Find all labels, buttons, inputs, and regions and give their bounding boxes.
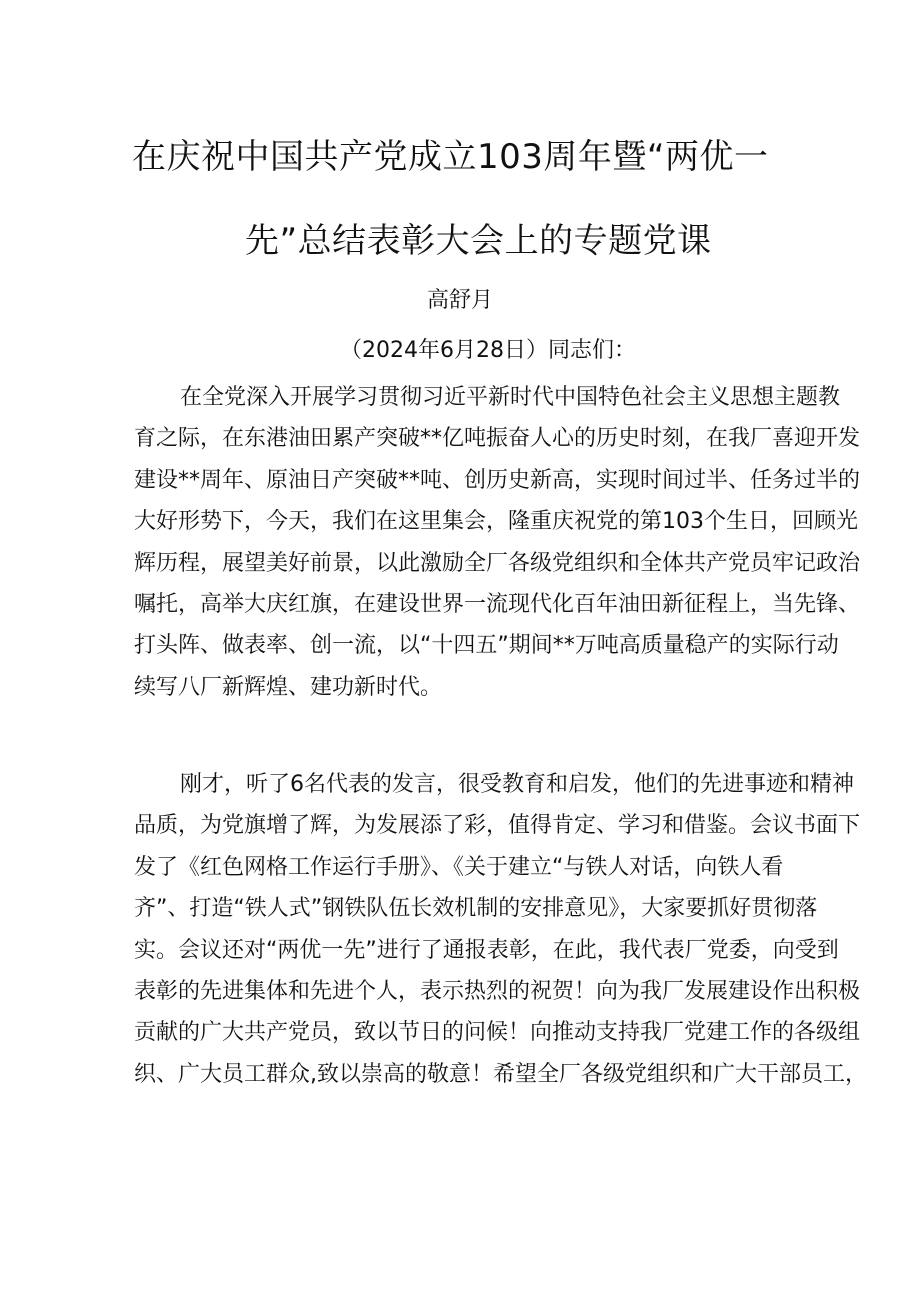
title-line-1: 在庆祝中国共产党成立103周年暨“两优一 [132, 137, 769, 177]
paragraph-line: 嘱托，高举大庆红旗，在建设世界一流现代化百年油田新征程上，当先锋、 [134, 591, 861, 617]
paragraph-line: 续写八厂新辉煌、建功新时代。 [134, 674, 443, 700]
paragraph-line: 辉历程，展望美好前景，以此激励全厂各级党组织和全体共产党员牢记政治 [134, 550, 861, 576]
paragraph-line: 育之际，在东港油田累产突破**亿吨振奋人心的历史时刻，在我厂喜迎开发 [134, 426, 861, 452]
paragraph-line: 在全党深入开展学习贯彻习近平新时代中国特色社会主义思想主题教 [180, 385, 841, 410]
paragraph-line: 发了《红色网格工作运行手册》、《关于建立“与铁人对话，向铁人看 [134, 854, 784, 880]
paragraph-line: 建设**周年、原油日产突破**吨、创历史新高，实现时间过半、任务过半的 [134, 467, 861, 493]
paragraph-1 [134, 377, 861, 708]
title-line-2: 先”总结表彰大会上的专题党课 [245, 221, 712, 261]
paragraph-2 [134, 764, 867, 1095]
paragraph-line: 实。会议还对“两优一先”进行了通报表彰，在此，我代表厂党委，向受到 [134, 937, 839, 963]
paragraph-line: 品质，为党旗增了辉，为发展添了彩，值得肯定、学习和借鉴。会议书面下 [134, 813, 861, 839]
paragraph-line: 刚才，听了6名代表的发言，很受教育和启发，他们的先进事迹和精神 [180, 772, 854, 797]
date-salutation: （2024年6月28日）同志们： [340, 338, 636, 363]
paragraph-line: 织、广大员工群众,致以崇高的敬意！希望全厂各级党组织和广大干部员工， [134, 1061, 867, 1087]
paragraph-line: 贡献的广大共产党员，致以节日的问候！向推动支持我厂党建工作的各级组 [134, 1020, 861, 1046]
paragraph-line: 打头阵、做表率、创一流，以“十四五”期间**万吨高质量稳产的实际行动 [134, 633, 839, 659]
author-name: 高舒月 [426, 288, 493, 313]
paragraph-line: 大好形势下，今天，我们在这里集会，隆重庆祝党的第103个生日，回顾光 [134, 509, 858, 535]
paragraph-line: 齐”、打造“铁人式”钢铁队伍长效机制的安排意见》，大家要抓好贯彻落 [134, 896, 818, 922]
paragraph-line: 表彰的先进集体和先进个人，表示热烈的祝贺！向为我厂发展建设作出积极 [134, 978, 861, 1004]
